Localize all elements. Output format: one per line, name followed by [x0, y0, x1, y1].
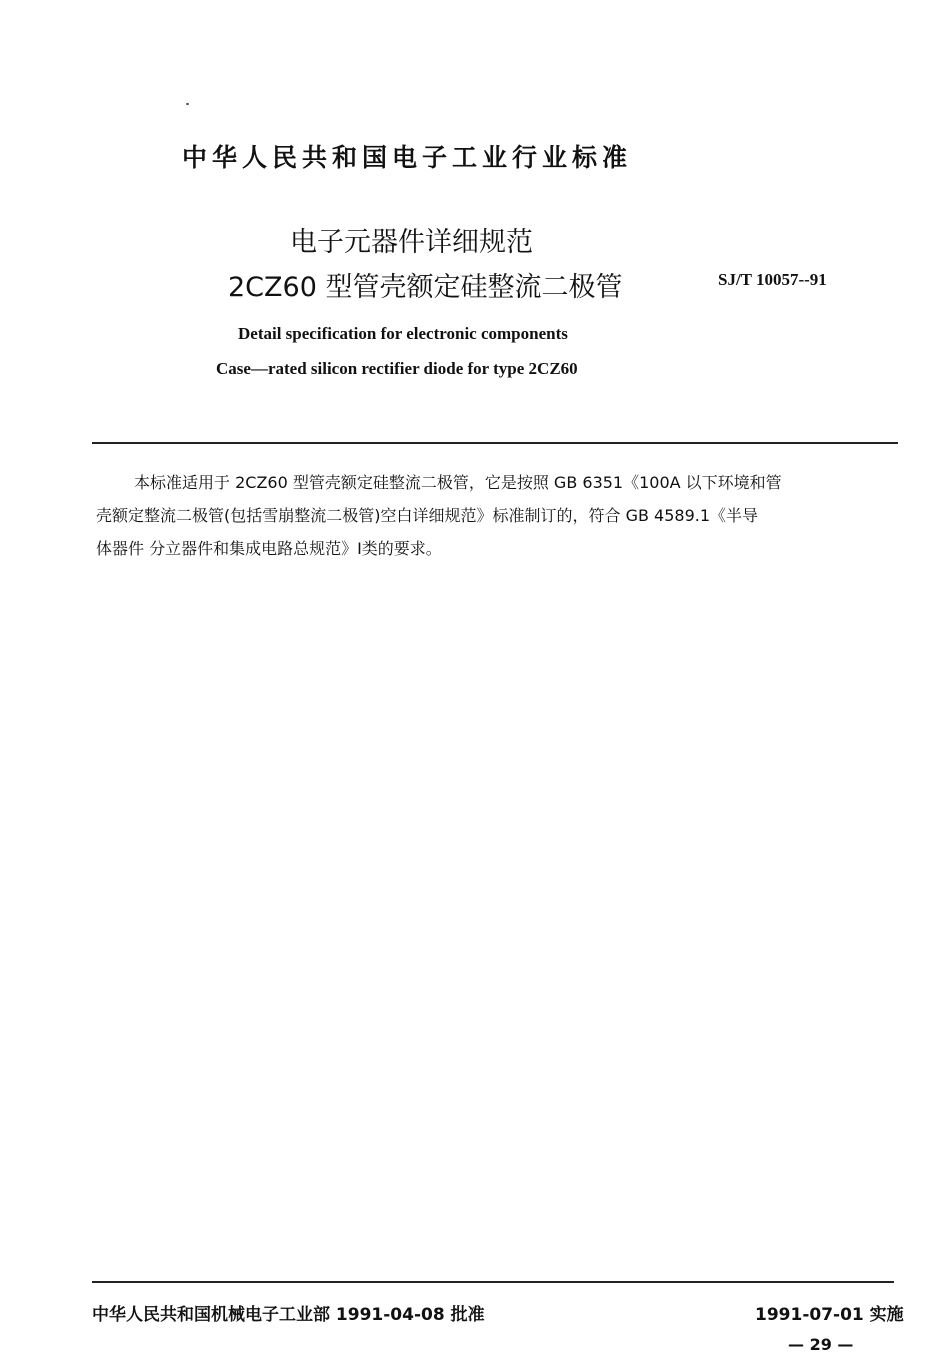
title-chinese-line-1: 电子元器件详细规范	[290, 227, 533, 258]
scope-paragraph	[96, 466, 902, 565]
paragraph-line: 本标准适用于 2CZ60 型管壳额定硅整流二极管，它是按照 GB 6351《100A 以下环境和管	[134, 473, 782, 492]
standard-code: SJ/T 10057--91	[718, 270, 827, 289]
page-number: — 29 —	[788, 1335, 854, 1354]
title-chinese-line-2: 2CZ60 型管壳额定硅整流二极管	[228, 272, 623, 303]
approval-statement: 中华人民共和国机械电子工业部 1991-04-08 批准	[92, 1305, 485, 1325]
industry-standard-header: 中华人民共和国电子工业行业标准	[182, 143, 633, 172]
header-divider	[92, 442, 898, 444]
effective-date: 1991-07-01 实施	[755, 1305, 904, 1325]
paragraph-line: 壳额定整流二极管(包括雪崩整流二极管)空白详细规范》标准制订的，符合 GB 4589.1《半导	[96, 506, 759, 525]
scan-speck	[186, 103, 189, 105]
footer-divider	[92, 1281, 894, 1283]
title-english-line-1: Detail specification for electronic components	[238, 324, 568, 343]
title-english-line-2: Case—rated silicon rectifier diode for type 2CZ60	[216, 359, 578, 378]
paragraph-line: 体器件 分立器件和集成电路总规范》Ⅰ类的要求。	[96, 539, 442, 558]
